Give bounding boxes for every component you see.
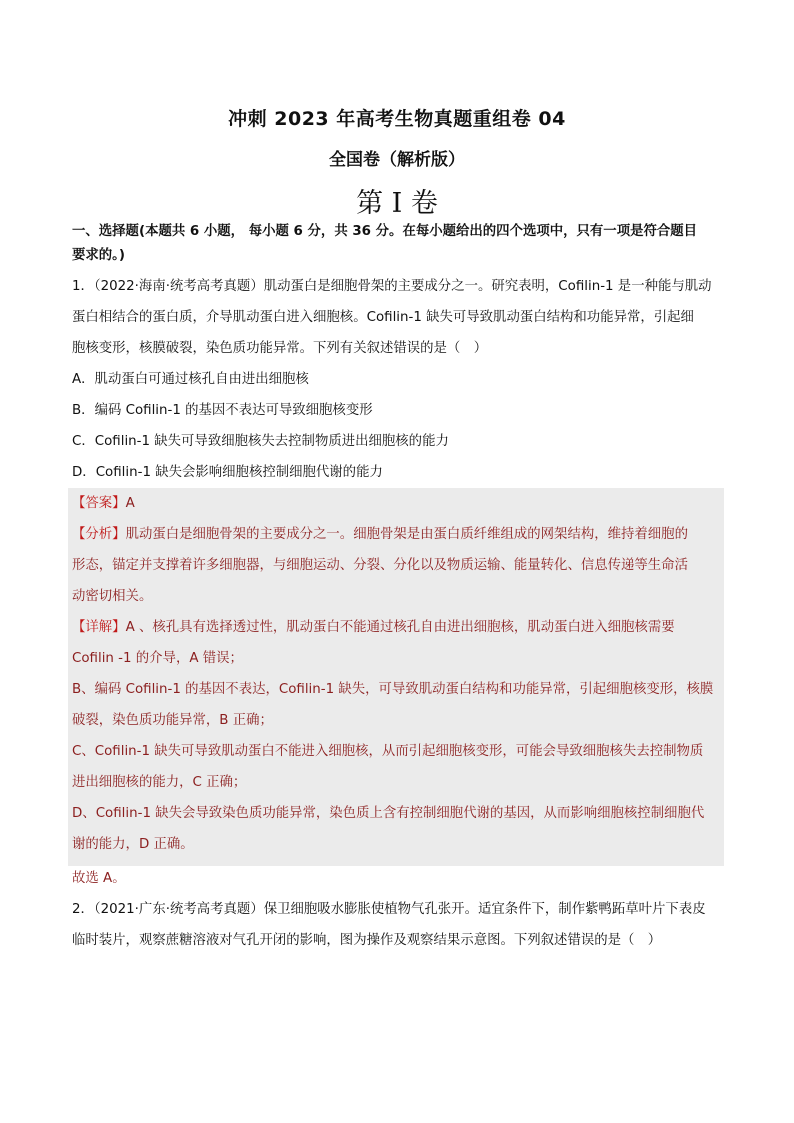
q1-conclusion: 故选 A。 <box>72 871 126 886</box>
analysis-line: 肌动蛋白是细胞骨架的主要成分之一。细胞骨架是由蛋白质纤维组成的网架结构，维持着细胞的 <box>125 527 688 542</box>
analysis-line: 形态，锚定并支撑着许多细胞器，与细胞运动、分裂、分化以及物质运输、能量转化、信息传递等生命活 <box>72 558 688 573</box>
volume-heading: 第 I 卷 <box>356 188 438 219</box>
detail-line: D、Cofilin-1 缺失会导致染色质功能异常，染色质上含有控制细胞代谢的基因，从而影响细胞核控制细胞代 <box>72 806 705 821</box>
q1-detail <box>72 618 724 638</box>
detail-tag: 【详解】 <box>72 620 126 635</box>
q1-analysis <box>72 525 724 545</box>
detail-line: A 、核孔具有选择透过性，肌动蛋白不能通过核孔自由进出细胞核，肌动蛋白进入细胞核需要 <box>125 620 675 635</box>
detail-line: 破裂，染色质功能异常，B 正确； <box>72 713 273 728</box>
q1-option-a: A．肌动蛋白可通过核孔自由进出细胞核 <box>72 372 309 387</box>
q1-option-d: D．Cofilin-1 缺失会影响细胞核控制细胞代谢的能力 <box>72 465 383 480</box>
section-instruction: 一、选择题(本题共 6 小题， 每小题 6 分，共 36 分。在每小题给出的四个选项中，只有一项是符合题目 <box>72 224 698 239</box>
q1-stem-line: 胞核变形，核膜破裂，染色质功能异常。下列有关叙述错误的是（ ） <box>72 341 488 356</box>
q1-option-c: C．Cofilin-1 缺失可导致细胞核失去控制物质进出细胞核的能力 <box>72 434 449 449</box>
answer-value: A <box>125 496 135 511</box>
analysis-tag: 【分析】 <box>72 527 126 542</box>
q1-answer <box>72 494 724 514</box>
q2-stem-line: 2．（2021·广东·统考高考真题）保卫细胞吸水膨胀使植物气孔张开。适宜条件下，制作紫鸭跖草叶片下表皮 <box>72 902 706 917</box>
detail-line: Cofilin -1 的介导，A 错误； <box>72 651 243 666</box>
section-instruction-cont: 要求的。) <box>72 248 125 263</box>
q1-option-b: B．编码 Cofilin-1 的基因不表达可导致细胞核变形 <box>72 403 373 418</box>
detail-line: C、Cofilin-1 缺失可导致肌动蛋白不能进入细胞核，从而引起细胞核变形，可能会导致细胞核失去控制物质 <box>72 744 704 759</box>
detail-line: B、编码 Cofilin-1 的基因不表达，Cofilin-1 缺失，可导致肌动蛋白结构和功能异常，引起细胞核变形，核膜 <box>72 682 714 697</box>
detail-line: 谢的能力，D 正确。 <box>72 837 194 852</box>
q2-stem-line: 临时装片，观察蔗糖溶液对气孔开闭的影响，图为操作及观察结果示意图。下列叙述错误的是（ ） <box>72 933 662 948</box>
q1-stem-line: 蛋白相结合的蛋白质，介导肌动蛋白进入细胞核。Cofilin-1 缺失可导致肌动蛋白结构和功能异常，引起细 <box>72 310 694 325</box>
document-title: 冲刺 2023 年高考生物真题重组卷 04 <box>228 108 566 130</box>
q1-stem-line: 1．（2022·海南·统考高考真题）肌动蛋白是细胞骨架的主要成分之一。研究表明，Cofilin-1 是一种能与肌动 <box>72 279 712 294</box>
document-subtitle: 全国卷（解析版） <box>329 150 465 170</box>
analysis-line: 动密切相关。 <box>72 589 153 604</box>
detail-line: 进出细胞核的能力，C 正确； <box>72 775 247 790</box>
answer-tag: 【答案】 <box>72 496 126 511</box>
